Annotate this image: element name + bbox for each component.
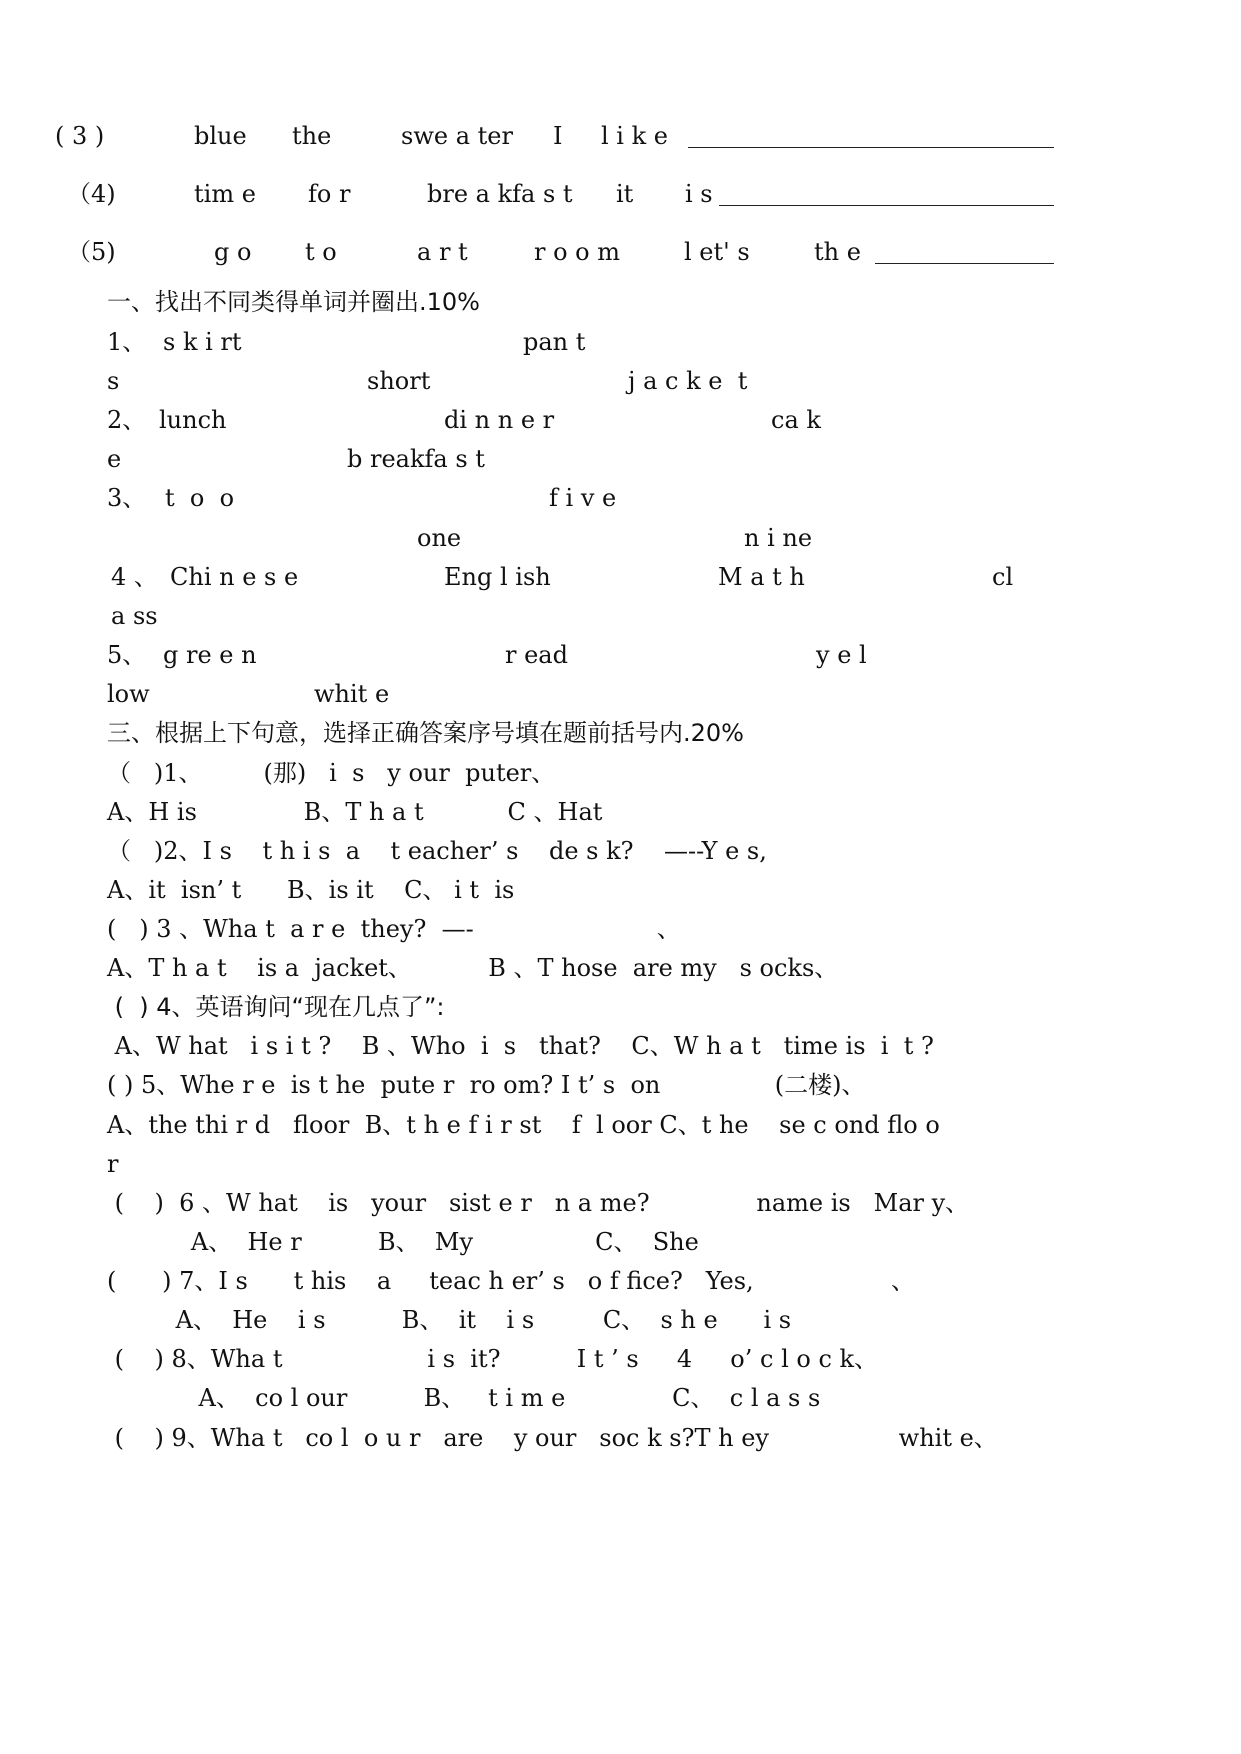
answer-options: A、T h a t is a jacket、 B 、T hose are my s ocks、 — [107, 954, 839, 982]
word-option[interactable]: pan t — [523, 328, 586, 356]
word-option[interactable]: M a t h — [718, 563, 805, 591]
word-fragment: s — [107, 367, 120, 395]
word-option[interactable]: short — [367, 367, 431, 395]
word-fragment: low — [107, 680, 150, 708]
question-line: ( ) 6 、W hat is your sist e r n a me? name is Mar y、 — [107, 1189, 970, 1217]
q-number: 5、 — [107, 641, 147, 669]
word-option[interactable]: n i ne — [744, 524, 813, 552]
answer-blank[interactable] — [719, 205, 1054, 206]
question-line: （ )2、I s t h i s a t eacher’ s de s k? —--Y e s, — [107, 837, 767, 865]
q-number: 1、 — [107, 328, 147, 356]
word-option[interactable]: one — [417, 524, 462, 552]
word-option[interactable]: r ead — [505, 641, 568, 669]
item-number: （5) — [67, 238, 116, 266]
word-option[interactable]: Chi n e s e — [170, 563, 299, 591]
word-option[interactable]: cl — [992, 563, 1014, 591]
word-option[interactable]: g re e n — [163, 641, 257, 669]
word-option[interactable]: y e l — [816, 641, 867, 669]
question-line: ( ) 3 、Wha t a r e they? —- 、 — [107, 915, 681, 943]
question-line: ( ) 4、英语询问“现在几点了”: — [107, 993, 445, 1021]
word: i s — [685, 180, 713, 208]
item-number: （4) — [67, 180, 116, 208]
word: blue — [194, 122, 247, 150]
question-line: ( ) 7、I s t his a teac h er’ s o f fice? Yes, 、 — [107, 1267, 915, 1295]
section-heading: 三、根据上下句意，选择正确答案序号填在题前括号内.20% — [107, 719, 744, 747]
word: th e — [814, 238, 861, 266]
answer-options: A、 He r B、 My C、 She — [107, 1228, 699, 1256]
word-option[interactable]: f i v e — [549, 484, 617, 512]
word: I — [553, 122, 563, 150]
answer-options: A、it isn’ t B、is it C、 i t is — [107, 876, 515, 904]
question-line: ( ) 5、Whe r e is t he pute r ro om? I t’ s on (二楼)、 — [107, 1071, 866, 1099]
answer-options: A、the thi r d floor B、t h e f i r st f l oor C、t he se c ond flo o — [107, 1111, 940, 1139]
q-number: 3、 — [107, 484, 147, 512]
word: bre a kfa s t — [427, 180, 573, 208]
word: tim e — [194, 180, 256, 208]
word-option[interactable]: di n n e r — [444, 406, 555, 434]
answer-options: A、H is B、T h a t C 、Hat — [107, 798, 603, 826]
word: swe a ter — [401, 122, 513, 150]
answer-options: A、 co l our B、 t i m e C、 c l a s s — [107, 1384, 821, 1412]
question-line: （ )1、 (那) i s y our puter、 — [107, 759, 556, 787]
word: l i k e — [601, 122, 668, 150]
answer-blank[interactable] — [875, 263, 1054, 264]
word: r o o m — [534, 238, 621, 266]
item-number: ( 3 ) — [55, 122, 105, 150]
word-option[interactable]: Eng l ish — [444, 563, 551, 591]
answer-blank[interactable] — [688, 147, 1054, 148]
q-number: 2、 — [107, 406, 147, 434]
q-number: 4 、 — [111, 563, 158, 591]
answer-options: A、W hat i s i t ? B 、Who i s that? C、W h a t time is i t ? — [107, 1032, 934, 1060]
word: the — [292, 122, 332, 150]
word-option[interactable]: j a c k e t — [628, 367, 748, 395]
word-option[interactable]: t o o — [165, 484, 235, 512]
word: fo r — [308, 180, 351, 208]
word: t o — [305, 238, 337, 266]
word: l et' s — [684, 238, 750, 266]
word-fragment: a ss — [111, 602, 158, 630]
word-option[interactable]: b reakfa s t — [347, 445, 485, 473]
word-option[interactable]: lunch — [159, 406, 227, 434]
word-option[interactable]: s k i rt — [163, 328, 242, 356]
word: g o — [214, 238, 252, 266]
answer-options: A、 He i s B、 it i s C、 s h e i s — [107, 1306, 792, 1334]
word: it — [616, 180, 634, 208]
word-option[interactable]: whit e — [314, 680, 390, 708]
answer-options-wrap: r — [107, 1150, 119, 1178]
question-line: ( ) 9、Wha t co l o u r are y our soc k s?T h ey whit e、 — [107, 1424, 998, 1452]
question-line: ( ) 8、Wha t i s it? I t ’ s 4 o’ c l o c k、 — [107, 1345, 879, 1373]
word: a r t — [417, 238, 468, 266]
word-option[interactable]: ca k — [771, 406, 821, 434]
section-heading: 一、找出不同类得单词并圈出.10% — [107, 288, 480, 316]
word-fragment: e — [107, 445, 122, 473]
